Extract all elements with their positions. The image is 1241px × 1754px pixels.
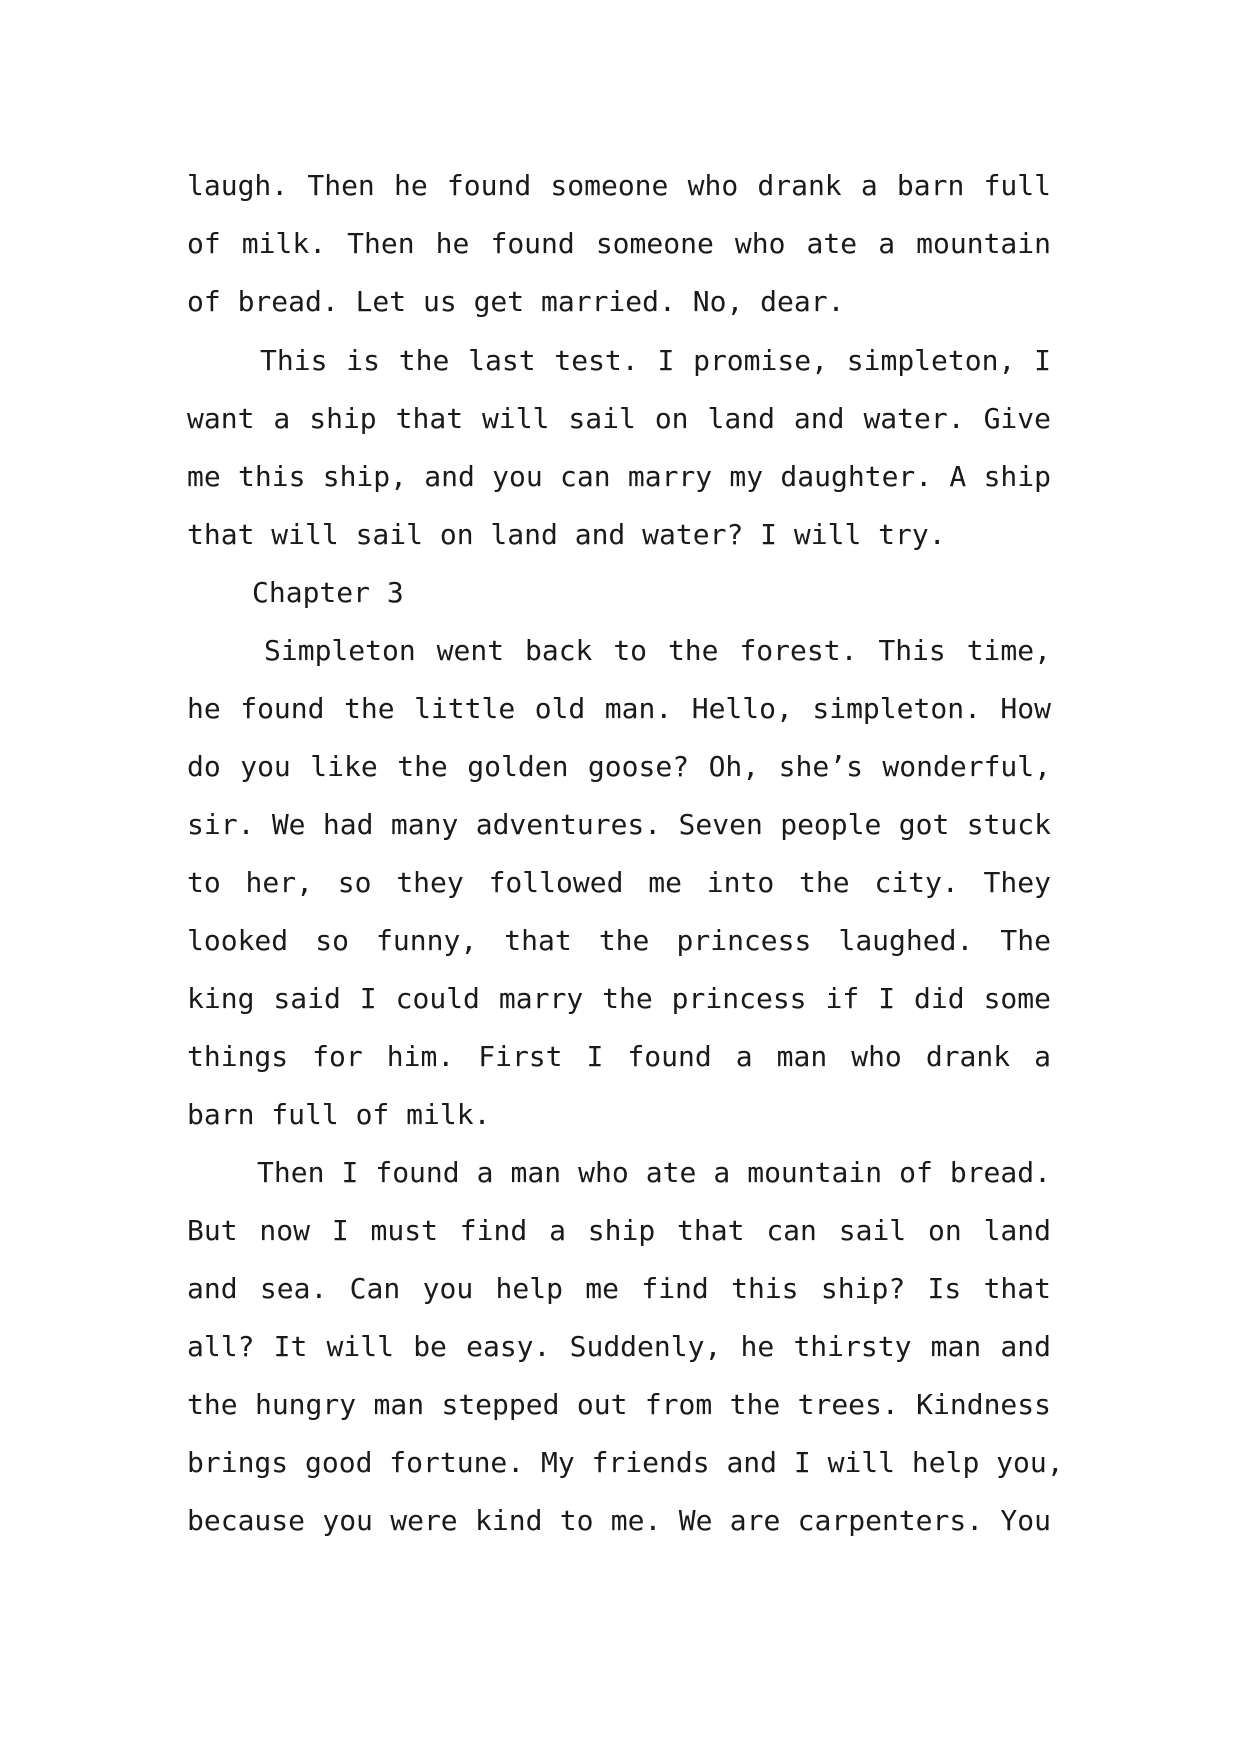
text-line: do you like the golden goose? Oh, she’s wonderful, — [187, 750, 1051, 783]
text-line: things for him. First I found a man who drank a — [187, 1040, 1051, 1073]
chapter-heading: Chapter 3 — [252, 576, 404, 609]
text-line: that will sail on land and water? I will try. — [187, 518, 946, 551]
text-line: Simpleton went back to the forest. This time, — [264, 634, 1051, 667]
text-line: because you were kind to me. We are carpenters. You — [187, 1504, 1051, 1537]
text-line: Then I found a man who ate a mountain of bread. — [257, 1156, 1051, 1189]
text-line: king said I could marry the princess if I did some — [187, 982, 1051, 1015]
text-line: of milk. Then he found someone who ate a mountain — [187, 227, 1051, 260]
text-line: This is the last test. I promise, simpleton, I — [260, 344, 1051, 377]
text-line: sir. We had many adventures. Seven people got stuck — [187, 808, 1051, 841]
text-line: to her, so they followed me into the city. They — [187, 866, 1051, 899]
text-line: of bread. Let us get married. No, dear. — [187, 285, 845, 318]
text-line: barn full of milk. — [187, 1098, 491, 1131]
text-line: want a ship that will sail on land and water. Give — [187, 402, 1051, 435]
text-line: me this ship, and you can marry my daughter. A ship — [187, 460, 1051, 493]
text-line: But now I must find a ship that can sail on land — [187, 1214, 1051, 1247]
text-line: laugh. Then he found someone who drank a barn full — [187, 169, 1051, 202]
text-line: and sea. Can you help me find this ship? Is that — [187, 1272, 1051, 1305]
text-line: the hungry man stepped out from the trees. Kindness — [187, 1388, 1051, 1421]
text-line: he found the little old man. Hello, simpleton. How — [187, 692, 1051, 725]
text-line: brings good fortune. My friends and I will help you, — [187, 1446, 1064, 1479]
text-line: looked so funny, that the princess laughed. The — [187, 924, 1051, 957]
text-line: all? It will be easy. Suddenly, he thirsty man and — [187, 1330, 1051, 1363]
